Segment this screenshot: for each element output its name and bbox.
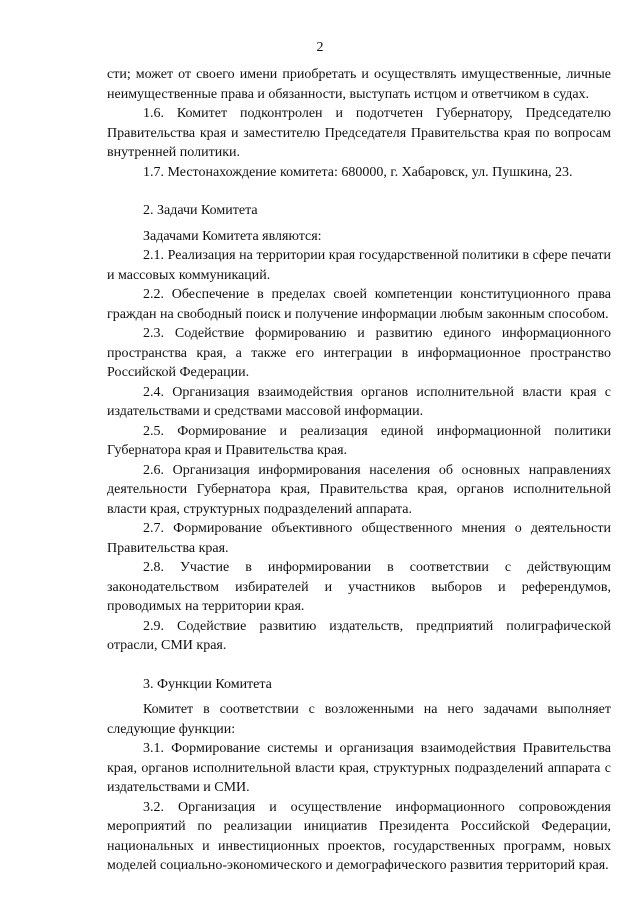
item-2-1: 2.1. Реализация на территории края государственной политики в сфере печати и массовых коммуникаций. (107, 248, 611, 283)
item-2-2: 2.2. Обеспечение в пределах своей компетенции конституционного права граждан на свободный поиск и получение информации любым законным способом. (107, 287, 611, 322)
item-2-5: 2.5. Формирование и реализация единой информационной политики Губернатора края и Правительства края. (107, 423, 611, 458)
item-2-7: 2.7. Формирование объективного общественного мнения о деятельности Правительства края. (107, 521, 611, 556)
paragraph-1-5-continuation: сти; может от своего имени приобретать и осуществлять имущественные, личные неимущественные права и обязанности, выступать истцом и ответчиком в судах. (107, 67, 611, 102)
item-2-6: 2.6. Организация информирования населения об основных направлениях деятельности Губернатора края, Правительства края, органов исполнительной власти края, структурных подразделений аппарата. (107, 462, 611, 517)
item-2-9: 2.9. Содействие развитию издательств, предприятий полиграфической отрасли, СМИ края. (107, 618, 611, 653)
item-2-4: 2.4. Организация взаимодействия органов исполнительной власти края с издательствами и средствами массовой информации. (107, 384, 611, 419)
section-2-heading: 2. Задачи Комитета (143, 203, 258, 218)
paragraph-1-7: 1.7. Местонахождение комитета: 680000, г. Хабаровск, ул. Пушкина, 23. (143, 164, 573, 180)
item-2-3: 2.3. Содействие формированию и развитию единого информационного пространства края, а также его интеграции в информационное пространство Российской Федерации. (107, 326, 611, 380)
page-number: 2 (316, 40, 324, 55)
section-2-lead: Задачами Комитета являются: (143, 228, 322, 244)
document-body (107, 65, 611, 876)
section-3-heading: 3. Функции Комитета (143, 676, 272, 692)
paragraph-1-6: 1.6. Комитет подконтролен и подотчетен Губернатору, Председателю Правительства края и заместителю Председателя Правительства края по вопросам внутренней политики. (107, 106, 611, 160)
item-2-8: 2.8. Участие в информировании в соответствии с действующим законодательством избирателей и участников выборов и референдумов, проводимых на территории края. (107, 560, 611, 614)
item-3-1: 3.1. Формирование системы и организация взаимодействия Правительства края, органов исполнительной власти края, структурных подразделений аппарата с издательствами и СМИ. (107, 741, 611, 795)
section-3-lead: Комитет в соответствии с возложенными на него задачами выполняет следующие функции: (107, 702, 611, 737)
item-3-2: 3.2. Организация и осуществление информационного сопровождения мероприятий по реализации инициатив Президента Российской Федерации, национальных и инвестиционных проектов, государственных программ, новых моделей социально-экономического и демографического развития территорий края. (107, 799, 611, 873)
